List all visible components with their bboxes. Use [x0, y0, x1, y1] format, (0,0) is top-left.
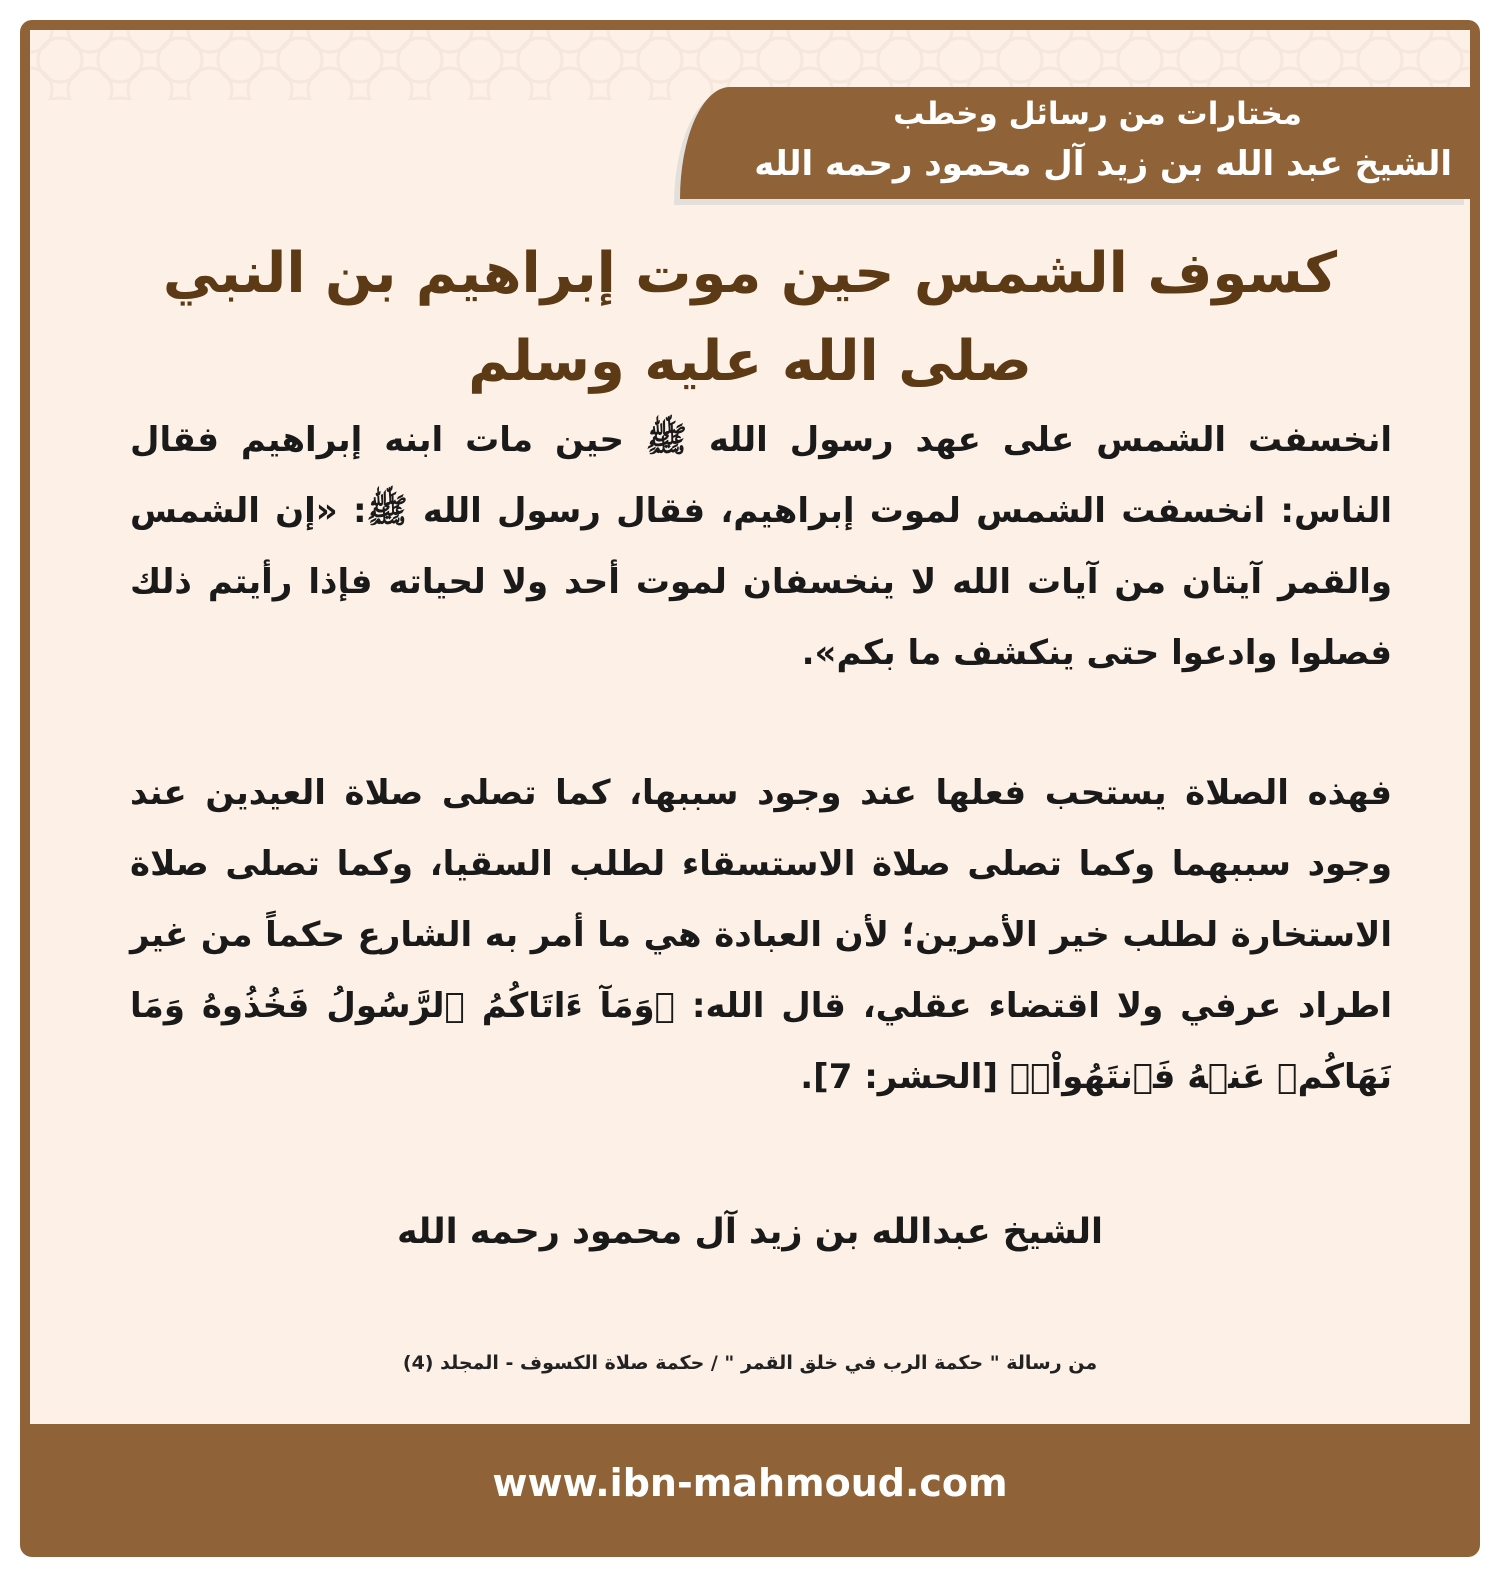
body-paragraph-2: فهذه الصلاة يستحب فعلها عند وجود سببها، كما تصلى صلاة العيدين عند وجود سببهما وكما تصلى صلاة الاستسقاء لطلب السقيا، وكما تصلى صلاة الاستخارة لطلب خير الأمرين؛ لأن العبادة هي ما أمر به الشارع حكماً من غير اطراد عرفي ولا اقتضاء عقلي، قال الله: ﴿وَمَآ ءَاتَاكُمُ ٱلرَّسُولُ فَخُذُوهُ وَمَا نَهَاكُمۡ عَنۡهُ فَٱنتَهُواْۚ﴾ [الحشر: 7]. [130, 773, 1392, 1097]
body-paragraph-1: انخسفت الشمس على عهد رسول الله ﷺ حين مات ابنه إبراهيم فقال الناس: انخسفت الشمس لموت إبراهيم، فقال رسول الله ﷺ: «إن الشمس والقمر آيتان من آيات الله لا ينخسفان لموت أحد ولا لحياته فإذا رأيتم ذلك فصلوا وادعوا حتى ينكشف ما بكم». [130, 420, 1392, 673]
title-line-2: صلى الله عليه وسلم [468, 329, 1032, 394]
title-line-1: كسوف الشمس حين موت إبراهيم بن النبي [162, 241, 1338, 306]
card-frame [20, 20, 1480, 1557]
website-link[interactable]: www.ibn-mahmoud.com [492, 1461, 1008, 1505]
content-panel [30, 30, 1470, 1424]
article-title [90, 230, 1410, 406]
header-banner [680, 87, 1470, 199]
series-title: مختارات من رسائل وخطب [893, 96, 1302, 132]
author-signature: الشيخ عبدالله بن زيد آل محمود رحمه الله [396, 1212, 1104, 1252]
author-name-header: الشيخ عبد الله بن زيد آل محمود رحمه الله [754, 144, 1452, 184]
source-citation: من رسالة " حكمة الرب في خلق القمر " / حكمة صلاة الكسوف - المجلد (4) [402, 1352, 1098, 1374]
